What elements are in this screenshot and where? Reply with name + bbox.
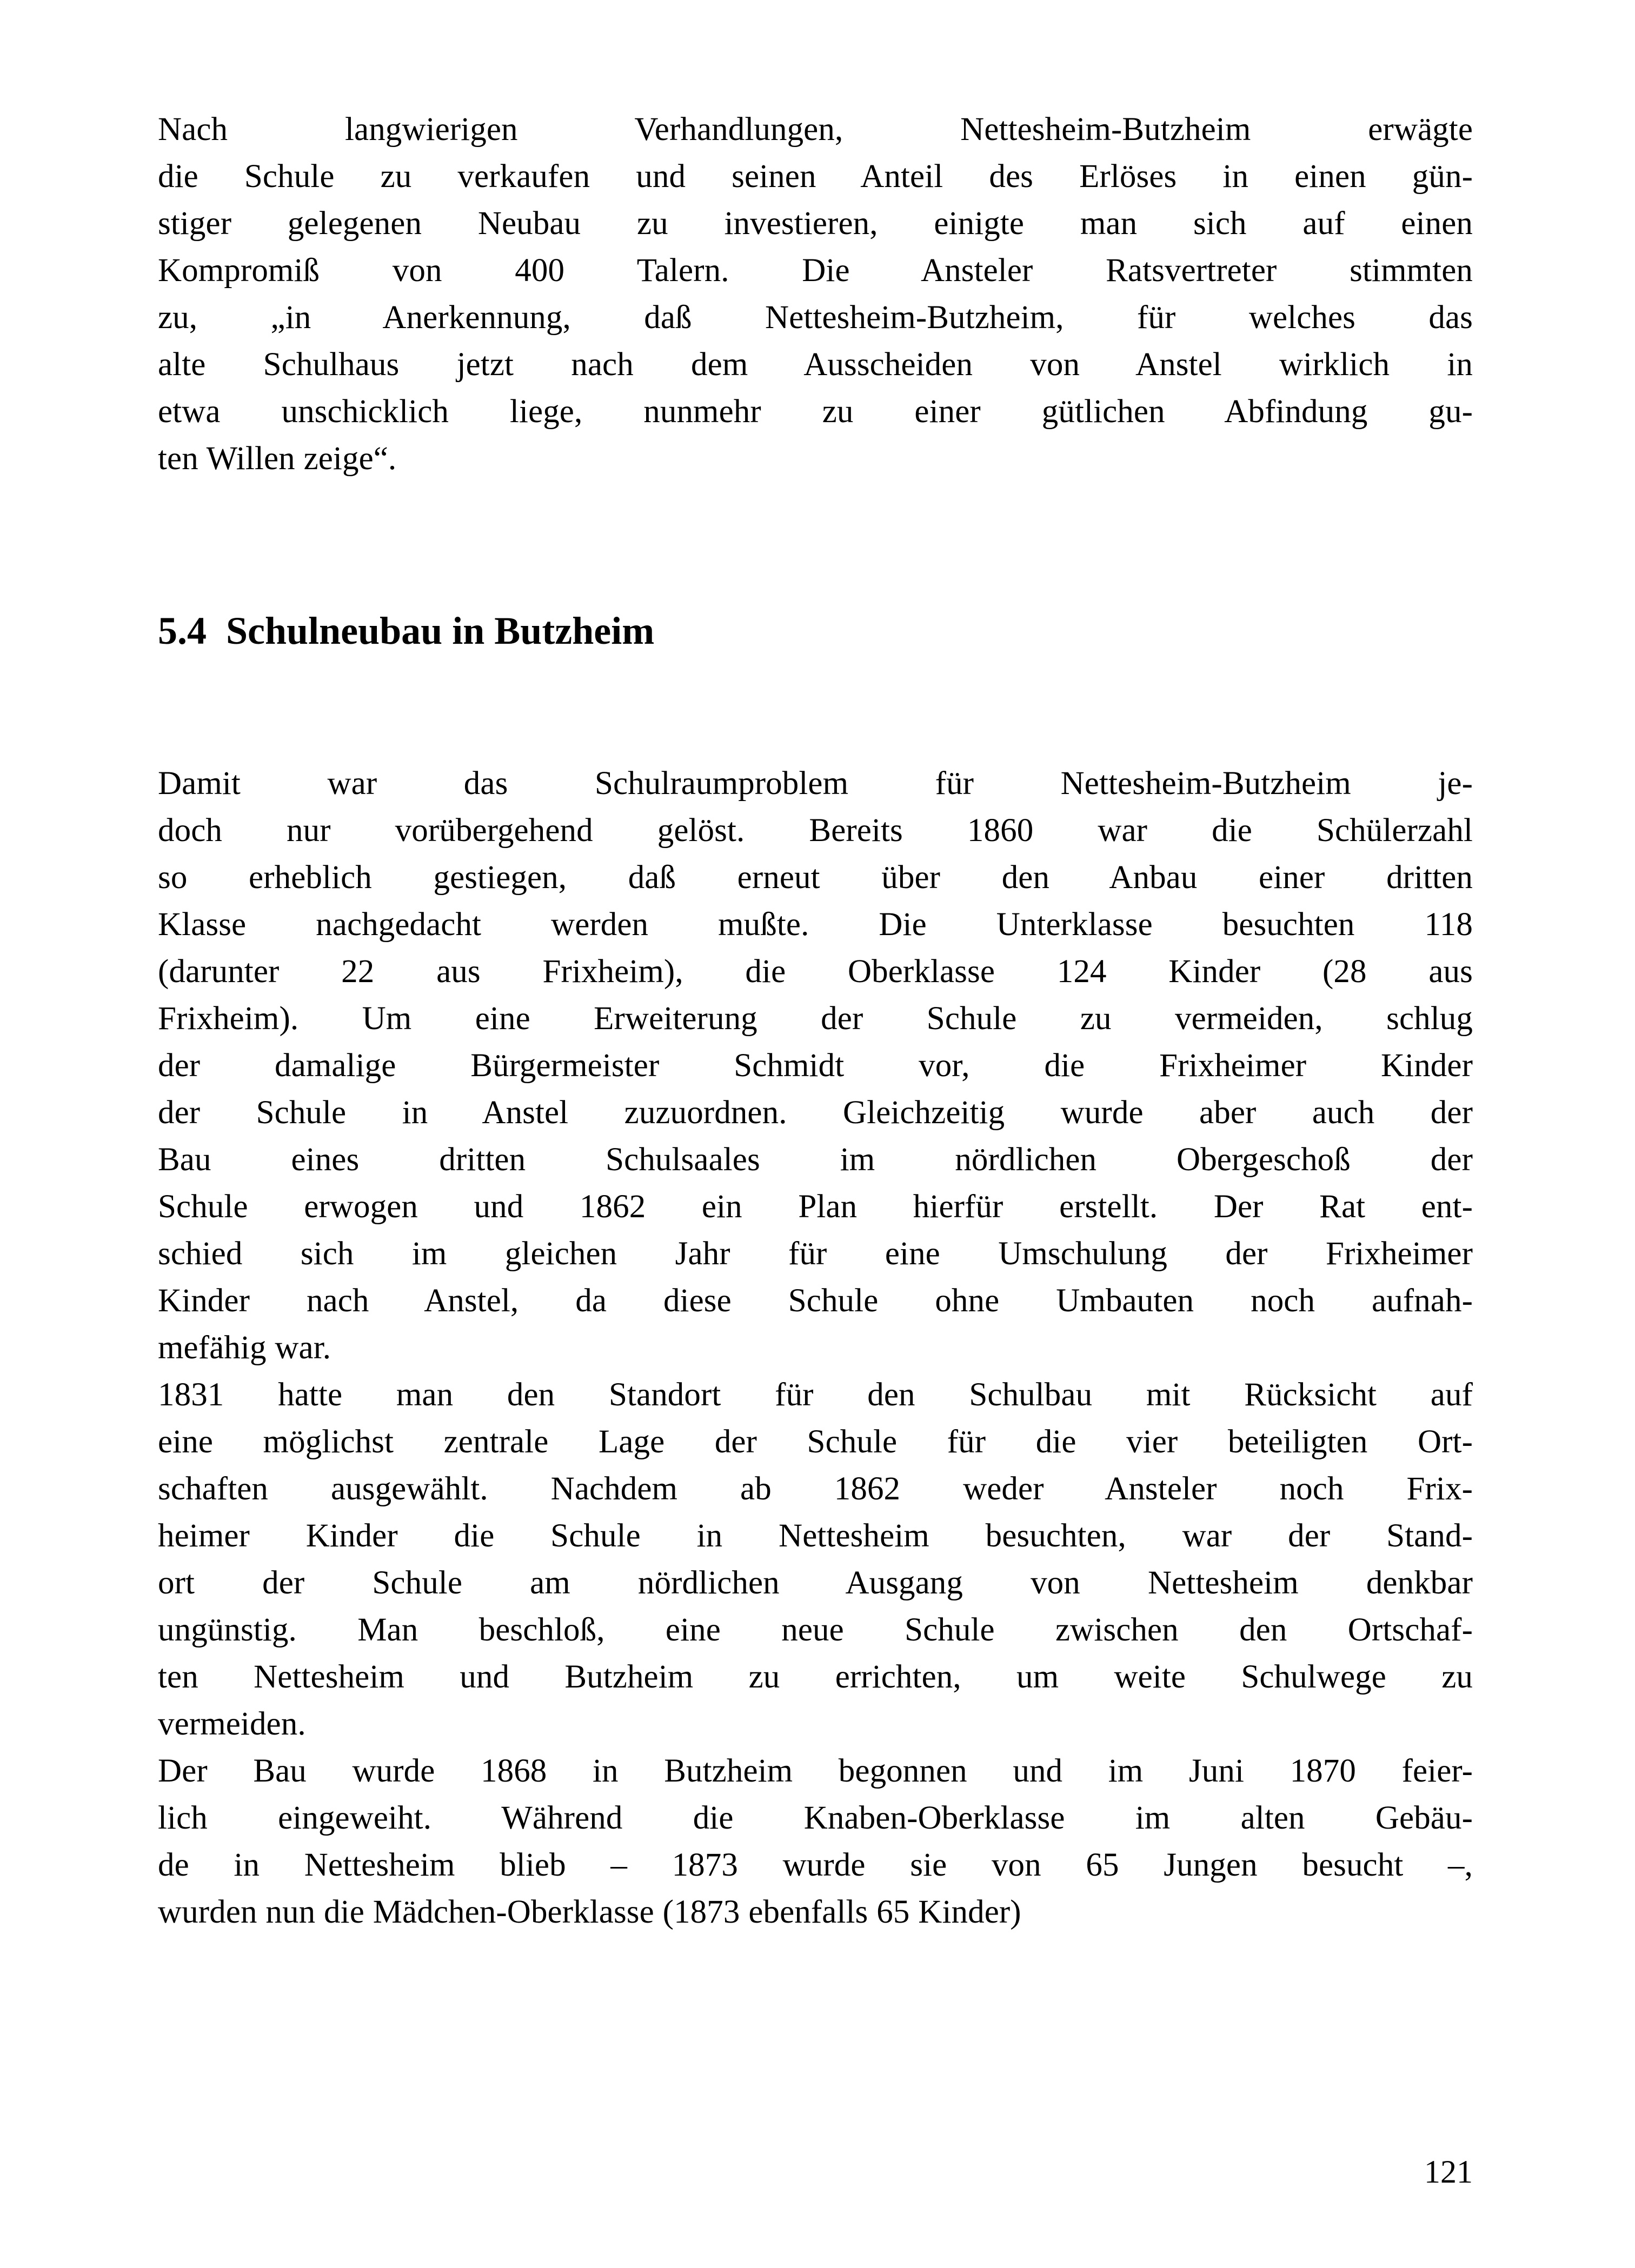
text-line: Nach langwierigen Verhandlungen, Nettesheim-Butzheim erwägte [158, 111, 1473, 148]
section-heading: 5.4 Schulneubau in Butzheim [158, 609, 655, 652]
text-line: etwa unschicklich liege, nunmehr zu einer gütlichen Abfindung gu- [158, 393, 1473, 430]
text-line: Bau eines dritten Schulsaales im nördlichen Obergeschoß der [158, 1142, 1473, 1178]
text-line: ten Willen zeige“. [158, 441, 397, 477]
text-line: Schule erwogen und 1862 ein Plan hierfür erstellt. Der Rat ent- [158, 1189, 1473, 1225]
text-line: Kompromiß von 400 Talern. Die Ansteler Ratsvertreter stimmten [158, 252, 1473, 289]
text-line: Der Bau wurde 1868 in Butzheim begonnen und im Juni 1870 feier- [158, 1753, 1473, 1789]
text-line: alte Schulhaus jetzt nach dem Ausscheiden von Anstel wirklich in [158, 346, 1473, 383]
text-line: die Schule zu verkaufen und seinen Anteil des Erlöses in einen gün- [158, 158, 1473, 195]
spacer-before-heading [158, 482, 1473, 608]
text-line: vermeiden. [158, 1706, 306, 1742]
text-line: Frixheim). Um eine Erweiterung der Schule zu vermeiden, schlug [158, 1000, 1473, 1037]
paragraph-2 [158, 760, 1473, 1371]
text-line: doch nur vorübergehend gelöst. Bereits 1860 war die Schülerzahl [158, 812, 1473, 849]
text-line: der damalige Bürgermeister Schmidt vor, die Frixheimer Kinder [158, 1048, 1473, 1084]
paragraph-4 [158, 1747, 1473, 1936]
text-line: zu, „in Anerkennung, daß Nettesheim-Butzheim, für welches das [158, 299, 1473, 336]
text-line: mefähig war. [158, 1330, 331, 1366]
text-line: wurden nun die Mädchen-Oberklasse (1873 ebenfalls 65 Kinder) [158, 1894, 1021, 1930]
page-number: 121 [1424, 2154, 1473, 2190]
text-line: lich eingeweiht. Während die Knaben-Oberklasse im alten Gebäu- [158, 1800, 1473, 1836]
text-line: eine möglichst zentrale Lage der Schule für die vier beteiligten Ort- [158, 1424, 1473, 1460]
text-line: schied sich im gleichen Jahr für eine Umschulung der Frixheimer [158, 1236, 1473, 1272]
text-line: der Schule in Anstel zuzuordnen. Gleichzeitig wurde aber auch der [158, 1095, 1473, 1131]
text-line: ten Nettesheim und Butzheim zu errichten, um weite Schulwege zu [158, 1659, 1473, 1695]
text-line: Damit war das Schulraumproblem für Nettesheim-Butzheim je- [158, 765, 1473, 802]
text-line: ungünstig. Man beschloß, eine neue Schule zwischen den Ortschaf- [158, 1612, 1473, 1648]
spacer-after-heading [158, 654, 1473, 760]
text-line: so erheblich gestiegen, daß erneut über den Anbau einer dritten [158, 859, 1473, 896]
text-line: Kinder nach Anstel, da diese Schule ohne Umbauten noch aufnah- [158, 1283, 1473, 1319]
paragraph-3 [158, 1371, 1473, 1747]
text-line: de in Nettesheim blieb – 1873 wurde sie von 65 Jungen besucht –, [158, 1847, 1473, 1883]
text-line: ort der Schule am nördlichen Ausgang von Nettesheim denkbar [158, 1565, 1473, 1601]
text-line: 1831 hatte man den Standort für den Schulbau mit Rücksicht auf [158, 1377, 1473, 1413]
page-content [158, 106, 1473, 1936]
text-line: stiger gelegenen Neubau zu investieren, einigte man sich auf einen [158, 205, 1473, 242]
text-line: (darunter 22 aus Frixheim), die Oberklasse 124 Kinder (28 aus [158, 953, 1473, 990]
text-line: schaften ausgewählt. Nachdem ab 1862 weder Ansteler noch Frix- [158, 1471, 1473, 1507]
paragraph-1 [158, 106, 1473, 482]
text-line: Klasse nachgedacht werden mußte. Die Unterklasse besuchten 118 [158, 906, 1473, 943]
text-line: heimer Kinder die Schule in Nettesheim besuchten, war der Stand- [158, 1518, 1473, 1554]
